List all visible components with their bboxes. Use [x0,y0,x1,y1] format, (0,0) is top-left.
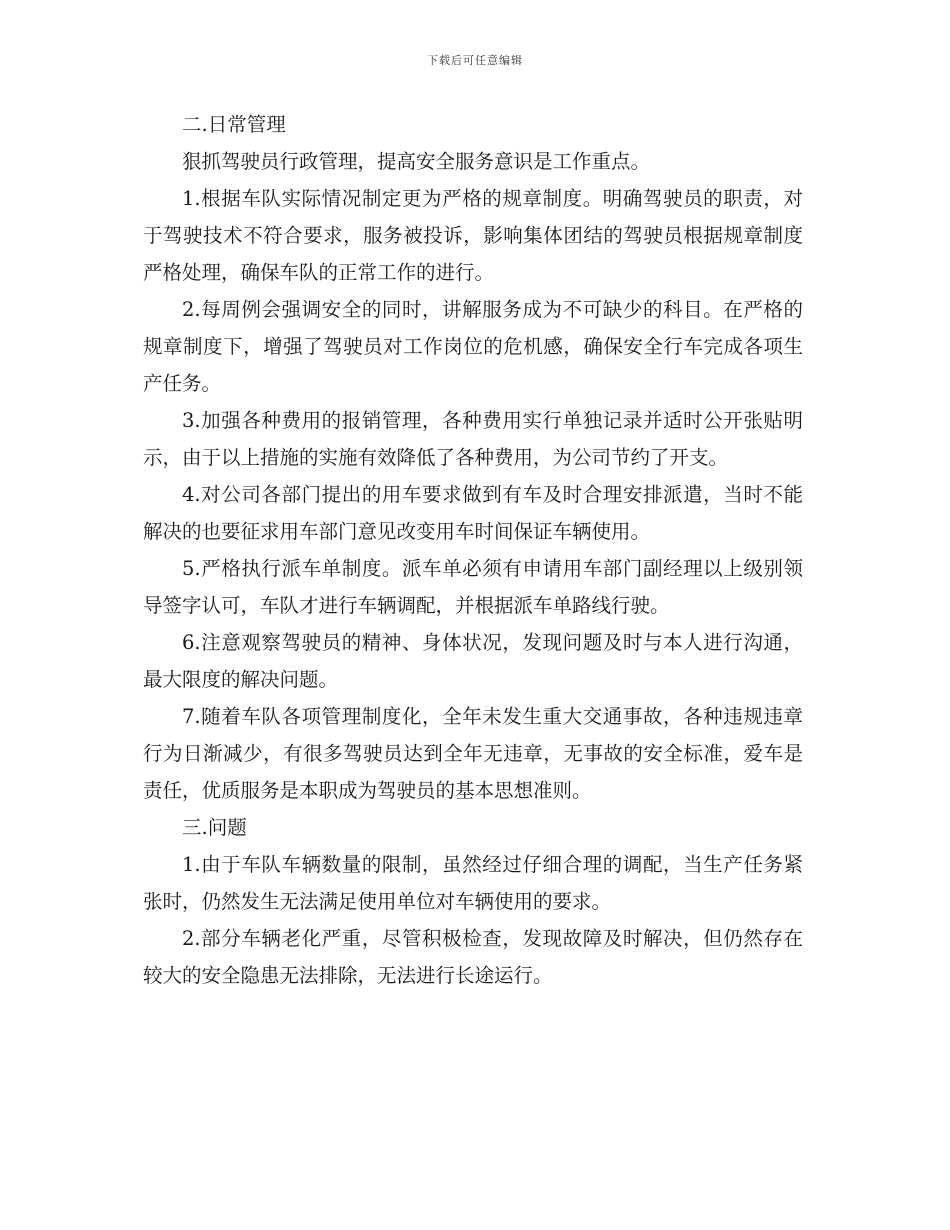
paragraph-item-1: 1.根据车队实际情况制定更为严格的规章制度。明确驾驶员的职责，对于驾驶技术不符合要求，服务被投诉，影响集体团结的驾驶员根据规章制度严格处理，确保车队的正常工作的进行。 [143,187,803,284]
paragraph-item-7: 7.随着车队各项管理制度化，全年未发生重大交通事故，各种违规违章行为日渐减少，有很多驾驶员达到全年无违章，无事故的安全标准，爱车是责任，优质服务是本职成为驾驶员的基本思想准则。 [143,705,803,802]
paragraph-problem-2: 2.部分车辆老化严重，尽管积极检查，发现故障及时解决，但仍然存在较大的安全隐患无法排除，无法进行长途运行。 [143,927,803,987]
paragraph-item-4: 4.对公司各部门提出的用车要求做到有车及时合理安排派遣，当时不能解决的也要征求用车部门意见改变用车时间保证车辆使用。 [143,483,803,543]
page-header: 下载后可任意编辑 [427,54,523,67]
paragraph-intro: 狠抓驾驶员行政管理，提高安全服务意识是工作重点。 [182,150,651,173]
paragraph-item-5: 5.严格执行派车单制度。派车单必须有申请用车部门副经理以上级别领导签字认可，车队才进行车辆调配，并根据派车单路线行驶。 [143,557,803,617]
paragraph-item-3: 3.加强各种费用的报销管理，各种费用实行单独记录并适时公开张贴明示，由于以上措施的实施有效降低了各种费用，为公司节约了开支。 [143,409,803,469]
paragraph-problem-1: 1.由于车队车辆数量的限制，虽然经过仔细合理的调配，当生产任务紧张时，仍然发生无法满足使用单位对车辆使用的要求。 [143,853,803,913]
section-heading-problems: 三.问题 [182,816,247,839]
paragraph-item-6: 6.注意观察驾驶员的精神、身体状况，发现问题及时与本人进行沟通，最大限度的解决问题。 [143,631,803,691]
paragraph-item-2: 2.每周例会强调安全的同时，讲解服务成为不可缺少的科目。在严格的规章制度下，增强了驾驶员对工作岗位的危机感，确保安全行车完成各项生产任务。 [143,298,803,395]
section-heading-daily-management: 二.日常管理 [182,113,286,136]
document-body [143,106,803,994]
